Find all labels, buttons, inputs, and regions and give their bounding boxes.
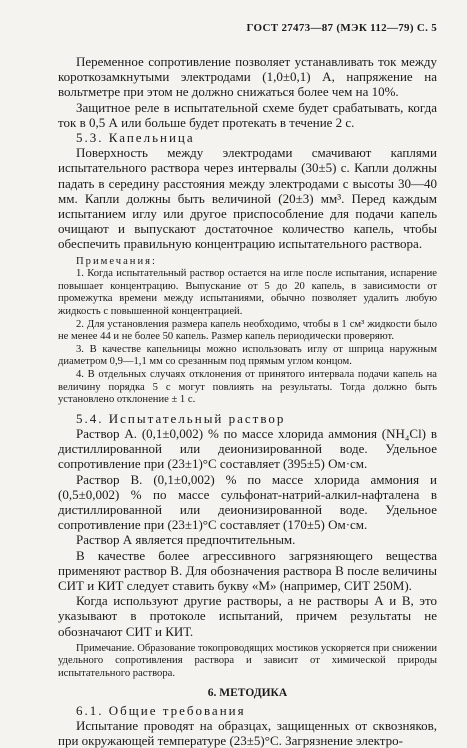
paragraph: Раствор А. (0,1±0,002) % по массе хлорида аммония (NH₄Cl) в дистиллированной или деионизированной воде. Удельное сопротивление при (23±1)°С составляет (395±5) Ом·см. (58, 425, 437, 472)
paragraph: Защитное реле в испытательной схеме будет срабатывать, когда ток в 0,5 А или больше будет протекать в течение 2 с. (58, 99, 437, 130)
section-heading-6: 6. МЕТОДИКА (207, 686, 288, 699)
paragraph: В качестве более агрессивного загрязняющего вещества применяют раствор В. Для обозначения раствора В после величины СИТ и КИТ следует ставить букву «М» (например, СИТ 250М). (58, 547, 437, 593)
paragraph: Испытание проводят на образцах, защищенных от сквозняков, при окружающей температуре (23±5)°С. Загрязнение электро- (58, 717, 437, 748)
page-header: ГОСТ 27473—87 (МЭК 112—79) С. 5 (246, 22, 437, 34)
paragraph: Раствор В. (0,1±0,002) % по массе хлорида аммония и (0,5±0,002) % по массе сульфонат-натрий-алкил-нафталена в дистиллированной или деионизированной воде. Удельное сопротивление при (23±1)°С составляет (170±5) Ом·см. (58, 471, 437, 533)
paragraph: Переменное сопротивление позволяет устанавливать ток между короткозамкнутыми электродами (1,0±0,1) А, напряжение на вольтметре при этом не должно снижаться более чем на 10%. (58, 54, 437, 100)
section-heading-5-3: 5.3. Капельница (76, 130, 195, 146)
section-heading-5-4: 5.4. Испытательный раствор (76, 410, 286, 426)
note-3: 3. В качестве капельницы можно использовать иглу от шприца наружным диаметром 0,9—1,1 мм со срезанным под прямым углом концом. (58, 343, 437, 368)
note-5: Примечание. Образование токопроводящих мостиков ускоряется при снижении удельного сопротивления раствора и зависит от химической природы испытательного раствора. (58, 642, 437, 679)
paragraph: Поверхность между электродами смачивают каплями испытательного раствора через интервалы (30±5) с. Капли должны падать в середину расстояния между электродами с высоты 30—40 мм. Капли должны быть величиной (20±3) мм³. Перед каждым испытанием иглу или другое приспособление для подачи капель очищают и выпускают достаточное количество капель, чтобы обеспечить правильную концентрацию испытательного раствора. (58, 145, 437, 252)
notes-heading: Примечания: (76, 255, 157, 267)
paragraph: Когда используют другие растворы, а не растворы А и В, это указывают в протоколе испытаний, причем результаты не обозначают СИТ и КИТ. (58, 593, 437, 639)
note-1: 1. Когда испытательный раствор остается на игле после испытания, испарение повышает концентрацию. Выпускание от 5 до 20 капель, в зависимости от промежутка времени между испытаниями, обычно позволяет удалить любую жидкость с повышенной концентрацией. (58, 268, 437, 318)
section-heading-6-1: 6.1. Общие требования (76, 702, 246, 718)
paragraph: Раствор А является предпочтительным. (76, 532, 296, 548)
note-2: 2. Для установления размера капель необходимо, чтобы в 1 см³ жидкости было не менее 44 и не более 50 капель. Размер капель периодически проверяют. (58, 318, 437, 343)
note-4: 4. В отдельных случаях отклонения от принятого интервала подачи капель на величину порядка 5 с могут повлиять на результаты. Тогда должно быть установлено отклонение ± 1 с. (58, 368, 437, 406)
